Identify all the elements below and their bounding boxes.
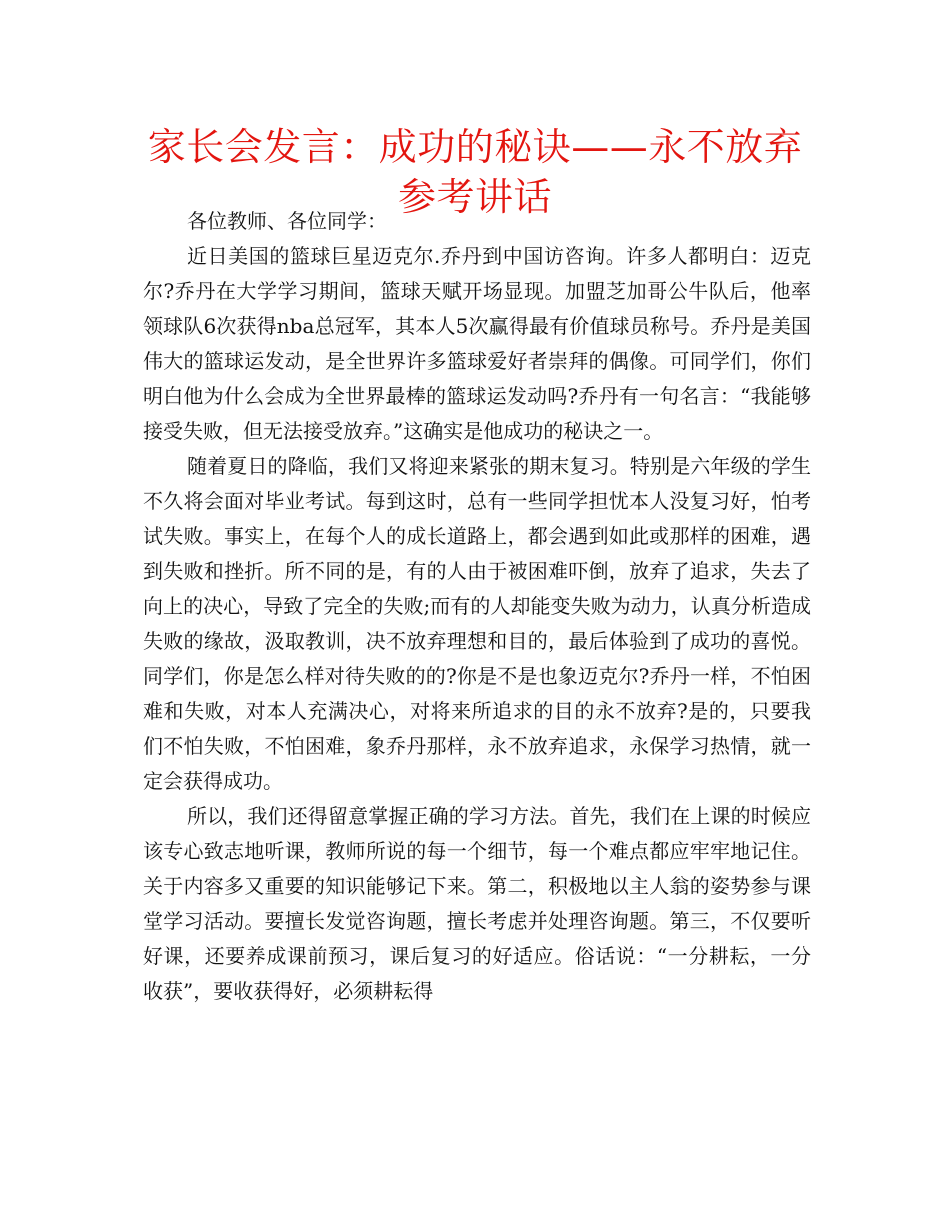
body-paragraph: 近日美国的篮球巨星迈克尔.乔丹到中国访咨询。许多人都明白：迈克尔?乔丹在大学学习期间，篮球天赋开场显现。加盟芝加哥公牛队后，他率领球队6次获得nba总冠军，其本人5次赢得最有价值球员称号。乔丹是美国伟大的篮球运发动，是全世界许多篮球爱好者崇拜的偶像。可同学们，你们明白他为什么会成为全世界最棒的篮球运发动吗?乔丹有一句名言：“我能够接受失败，但无法接受放弃。”这确实是他成功的秘诀之一。 xyxy=(143,244,811,443)
document-title: 家长会发言：成功的秘诀——永不放弃参考讲话 xyxy=(147,125,803,219)
salutation-paragraph: 各位教师、各位同学： xyxy=(187,209,387,233)
body-paragraph: 随着夏日的降临，我们又将迎来紧张的期末复习。特别是六年级的学生不久将会面对毕业考试。每到这时，总有一些同学担忧本人没复习好，怕考试失败。事实上，在每个人的成长道路上，都会遇到如此或那样的困难，遇到失败和挫折。所不同的是，有的人由于被困难吓倒，放弃了追求，失去了向上的决心，导致了完全的失败;而有的人却能变失败为动力，认真分析造成失败的缘故，汲取教训，决不放弃理想和目的，最后体验到了成功的喜悦。同学们，你是怎么样对待失败的的?你是不是也象迈克尔?乔丹一样，不怕困难和失败，对本人充满决心，对将来所追求的目的永不放弃?是的，只要我们不怕失败，不怕困难，象乔丹那样，永不放弃追求，永保学习热情，就一定会获得成功。 xyxy=(143,454,811,793)
document-body xyxy=(143,204,811,1009)
body-paragraph: 所以，我们还得留意掌握正确的学习方法。首先，我们在上课的时候应该专心致志地听课，教师所说的每一个细节，每一个难点都应牢牢地记住。关于内容多又重要的知识能够记下来。第二，积极地以主人翁的姿势参与课堂学习活动。要擅长发觉咨询题，擅长考虑并处理咨询题。第三，不仅要听好课，还要养成课前预习，课后复习的好适应。俗话说：“一分耕耘，一分收获”，要收获得好，必须耕耘得 xyxy=(143,804,811,1003)
